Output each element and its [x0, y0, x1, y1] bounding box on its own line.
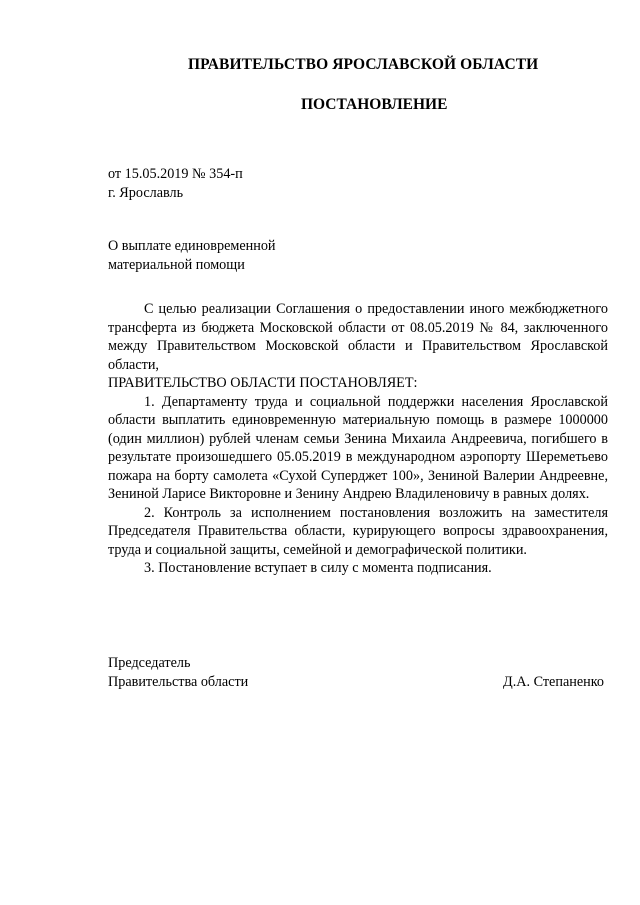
preamble-paragraph: С целью реализации Соглашения о предоставлении иного межбюджетного трансферта из бюджета Московской области от 08.05.2019 № 84, заключенного между Правительством Московской области и Правительством Ярославской области, — [108, 301, 608, 373]
subject-line-1: О выплате единовременной — [108, 238, 276, 254]
document-meta — [108, 165, 243, 202]
resolves-paragraph: ПРАВИТЕЛЬСТВО ОБЛАСТИ ПОСТАНОВЛЯЕТ: — [108, 375, 418, 391]
date-number: от 15.05.2019 № 354-п — [108, 166, 243, 182]
signatory-title-line-2: Правительства области — [108, 673, 249, 690]
signature-block — [108, 654, 604, 691]
document-subject — [108, 237, 276, 274]
item-1-paragraph: 1. Департаменту труда и социальной поддержки населения Ярославской области выплатить единовременную материальную помощь в размере 1000000 (один миллион) рублей членам семьи Зенина Михаила Андреевича, погибшего в результате произошедшего 05.05.2019 в международном аэропорту Шереметьево пожара на борту самолета «Сухой Суперджет 100», Зениной Валерии Андреевне, Зениной Ларисе Викторовне и Зенину Андрею Владиленовичу в равных долях. — [108, 393, 608, 502]
item-3-paragraph: 3. Постановление вступает в силу с момента подписания. — [144, 560, 492, 576]
city: г. Ярославль — [108, 184, 184, 201]
signatory-name: Д.А. Степаненко — [503, 673, 604, 690]
subject-line-2: материальной помощи — [108, 256, 245, 273]
document-type-heading: ПОСТАНОВЛЕНИЕ — [301, 96, 448, 113]
signatory-title-line-1: Председатель — [108, 655, 191, 671]
document-body — [108, 300, 608, 578]
government-heading: ПРАВИТЕЛЬСТВО ЯРОСЛАВСКОЙ ОБЛАСТИ — [188, 56, 539, 73]
item-2-paragraph: 2. Контроль за исполнением постановления возложить на заместителя Председателя Правительства области, курирующего вопросы здравоохранения, труда и социальной защиты, семейной и демографической политики. — [108, 504, 608, 558]
